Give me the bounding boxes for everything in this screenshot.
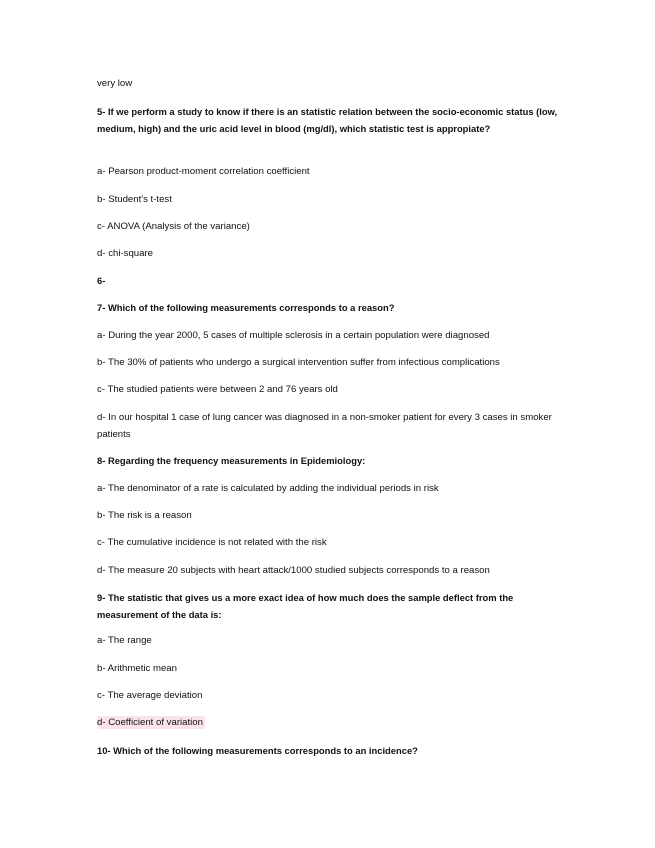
question-7: 7- Which of the following measurements corresponds to a reason? [97,302,395,313]
q7-option-d: d- In our hospital 1 case of lung cancer was diagnosed in a non-smoker patient for every 3 cases in smoker patients [97,412,552,440]
q5-option-d: d- chi-square [97,248,153,259]
q9-option-d-highlighted [97,715,567,731]
q8-option-a: a- The denominator of a rate is calculated by adding the individual periods in risk [97,483,439,494]
question-8: 8- Regarding the frequency measurements in Epidemiology: [97,455,366,466]
q5-option-a: a- Pearson product-moment correlation coefficient [97,166,310,177]
q8-option-c: c- The cumulative incidence is not related with the risk [97,537,327,548]
q7-option-c: c- The studied patients were between 2 and 76 years old [97,384,338,395]
q5-option-c: c- ANOVA (Analysis of the variance) [97,221,250,232]
q8-option-d: d- The measure 20 subjects with heart attack/1000 studied subjects corresponds to a reason [97,565,490,576]
text-highlight: d- Coefficient of variation [97,717,203,728]
q5-option-b: b- Student's t-test [97,194,172,205]
q7-option-a: a- During the year 2000, 5 cases of multiple sclerosis in a certain population were diagnosed [97,330,490,341]
q9-option-b: b- Arithmetic mean [97,663,177,674]
question-10: 10- Which of the following measurements corresponds to an incidence? [97,745,418,756]
question-9: 9- The statistic that gives us a more exact idea of how much does the sample deflect from the measurement of the data is: [97,592,514,620]
lead-in-text: very low [97,78,133,89]
q9-option-a: a- The range [97,635,152,646]
question-6: 6- [97,275,106,286]
q9-option-c: c- The average deviation [97,690,203,701]
q7-option-b: b- The 30% of patients who undergo a surgical intervention suffer from infectious complications [97,357,500,368]
question-5: 5- If we perform a study to know if there is an statistic relation between the socio-economic status (low, medium, high) and the uric acid level in blood (mg/dl), which statistic test is appropiate? [97,106,558,134]
q8-option-b: b- The risk is a reason [97,510,192,521]
